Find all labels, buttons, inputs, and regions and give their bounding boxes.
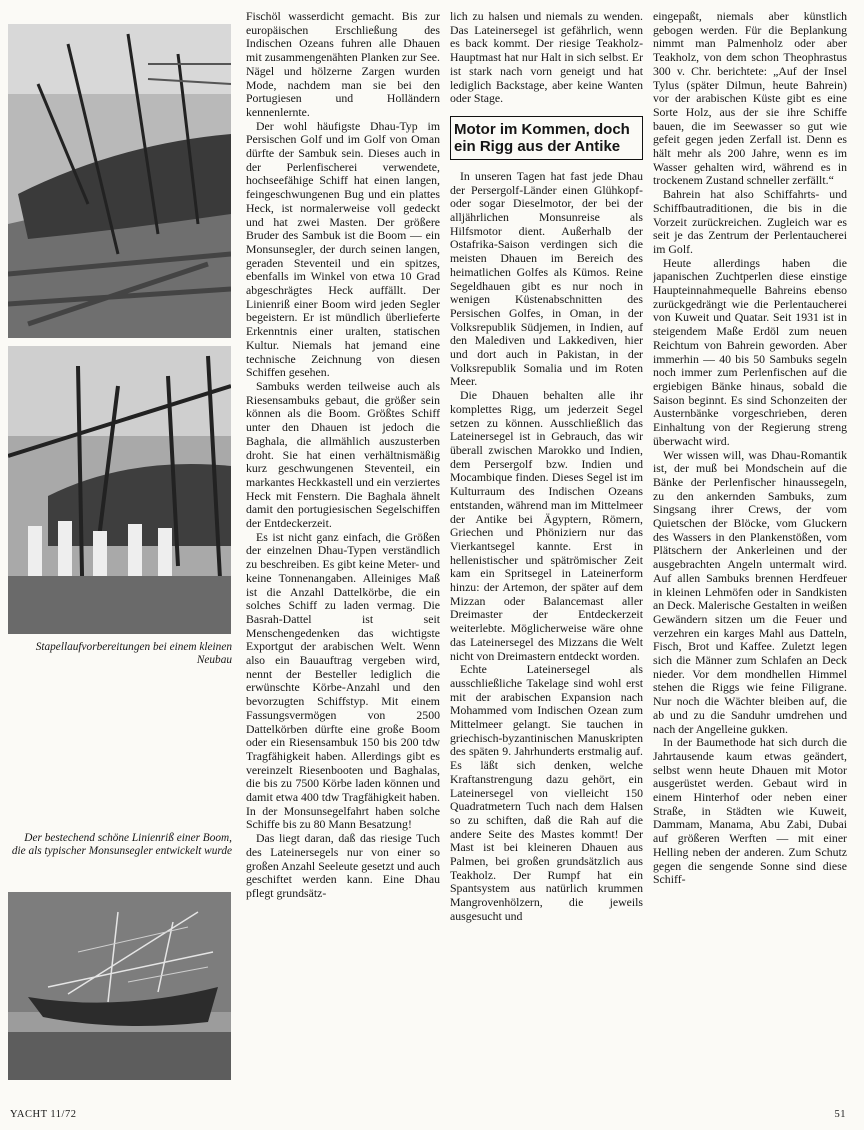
caption-boom-model: Der bestechend schöne Linienriß einer Boom, die als typischer Monsunsegler entwickelt wurde (11, 832, 232, 858)
paragraph: Das liegt daran, daß das riesige Tuch des Lateinersegels nur von einer so großen Anzahl Seeleute gesetzt und auch geschiftet werden kann. Eine Dhau pflegt grundsätz- (246, 831, 440, 900)
paragraph: Sambuks werden teilweise auch als Riesensambuks gebaut, die größer sein können als die Boom. Größtes Schiff unter den Dhauen ist jedoch die Baghala, die allmählich auszusterben droht. Sie hat einen verhältnismäßig kurz geschwungenen Steventeil, ein markantes Heckkastell und ein verziertes Heck mit Fenstern. Die Baghala ähnelt damit den portugiesischen Segelschiffen der Entdeckerzeit. (246, 378, 440, 531)
paragraph: Der wohl häufigste Dhau-Typ im Persischen Golf und im Golf von Oman dürfte der Sambuk sein. Dieses auch in der Perlenfischerei verwendete, hochseefähige Schiff hat einen langen, feingeschwungenen Bug und ein plattes Heck, ist normalerweise voll gedeckt und hat zwei Masten. Der größere Bruder des Sambuk ist die Boom — ein Monsunsegler, der durch seinen langen, geraden Steventeil und ein spitzes, ebenfalls im Winkel von etwa 10 Grad abgeschrägtes Heck auffällt. Der Linienriß einer Boom wird jeden Segler begeistern. Er ist mündlich überlieferte Erkenntnis einer uralten, statischen Kultur. Niemals hat jemand eine technische Zeichnung von diesen Schiffen gesehen. (246, 118, 440, 380)
text-column-1 (246, 10, 440, 1088)
paragraph: In unseren Tagen hat fast jede Dhau der Persergolf-Länder einen Glühkopf- oder sogar Dieselmotor, der bei der alljährlichen Monsunreise als Hilfsmotor dient. Außerhalb der Ostafrika-Saison verdingen sich die meisten Dhauen im Bereich des heimatlichen Golfes als Kümos. Reine Segeldhauen gibt es nur noch in wenigen Küstenabschnitten des Persischen Golfes, in Oman, in der Volksrepublik Südjemen, in Indien, auf den Malediven und Lakkediven, hier und dort auch in Pakistan, in der Volksrepublik Somalia und im Roten Meer. (450, 168, 643, 389)
footer-page-number: 51 (834, 1109, 846, 1120)
text-column-3 (653, 10, 847, 1088)
paragraph: eingepaßt, niemals aber künstlich gebogen werden. Für die Beplankung nimmt man Palmenholz oder aber Teakholz, von dem schon Theophrastus 300 v. Chr. berichtete: „Auf der Insel Tylus (später Dilmun, heute Bahrein) vor der arabischen Küste gibt es eine Sorte Holz, aus der sie ihre Schiffe bauen, die im Seewasser so gut wie gefeit gegen jeden Zerfall ist. Denn es hält mehr als 200 Jahre, wenn es im Wasser gehalten wird, während es in trockenem Zustand schneller zerfällt.“ (653, 10, 847, 188)
paragraph: Fischöl wasserdicht gemacht. Bis zur europäischen Erschließung des Indischen Ozeans fuhren alle Dhauen mit zusammengenähten Planken zur See. Nägel und hölzerne Zargen wurden Mode, nachdem man sie bei den Portugiesen und Holländern kennenlernte. (246, 10, 440, 119)
section-heading: Motor im Kommen, doch ein Rigg aus der Antike (450, 116, 643, 160)
paragraph: Heute allerdings haben die japanischen Zuchtperlen diese einstige Haupteinnahmequelle Bahreins ebenso zurückgedrängt wie die Perlentaucherei von Kuweit und Quatar. Seit 1931 ist in steigendem Maße Erdöl zum neuen Reichtum von Bahrein geworden. Aber immerhin — 40 bis 50 Sambuks segeln noch immer zum Perlenfischen auf die ergiebigen Bänke hinaus, sobald die Saison beginnt. Es sind Schonzeiten der Austernbänke vorgeschrieben, deren Einhaltung von der Regierung streng überwacht wird. (653, 255, 847, 448)
caption-launch-preparation: Stapellaufvorbereitungen bei einem kleinen Neubau (35, 641, 232, 667)
paragraph: lich zu halsen und niemals zu wenden. Das Lateinersegel ist gefährlich, wenn es back kommt. Der riesige Teakholz-Hauptmast hat nur Halt in sich selbst. Er ist stark nach vorn geneigt und hat lediglich Backstage, aber keine Wanten oder Stage. (450, 10, 643, 106)
photo-launch-preparation (8, 346, 231, 634)
paragraph: Es ist nicht ganz einfach, die Größen der einzelnen Dhau-Typen verständlich zu beschreiben. Es gibt keine Meter- und keine Tonnenangaben. Alleiniges Maß ist die Anzahl Dattelkörbe, die ein solches Schiff zu laden vermag. Die Basrah-Dattel ist seit Menschengedenken das wichtigste Exportgut der arabischen Welt. Wenn also ein Bauauftrag vergeben wird, nennt der Besteller lediglich die erwünschte Körbe-Anzahl und den bevorzugten Schiffstyp. Mit einem Fassungsvermögen von 2500 Dattelkörben dürfte eine große Boom oder ein Riesensambuk 150 bis 200 tdw Tragfähigkeit haben. Allerdings gibt es vereinzelt Riesenbooten und Baghalas, die bis zu 7500 Körbe laden können und damit etwa 400 tdw Tragfähigkeit haben. In der Monsunsegelfahrt haben solche Schiffe bis zu 80 Mann Besatzung! (246, 529, 440, 832)
footer-magazine: YACHT 11/72 (10, 1109, 77, 1120)
paragraph: Echte Lateinersegel als ausschließliche Takelage sind wohl erst mit der arabischen Expansion nach Mohammed vom Indischen Ozean zum Mittelmeer gelangt. Sie tauchen in griechisch-byzantinischen Manuskripten des späten 9. Jahrhunderts erstmalig auf. Es läßt sich denken, welche Kraftanstrengung dazu gehört, ein Lateinersegel von vielleicht 150 Quadratmetern Tuch nach dem Halsen so zu schiften, daß die Rah auf die andere Seite des Mastes kommt! Der Mast ist bei kleineren Dhauen aus Palmen, bei großen grundsätzlich aus Teakholz. Der Rumpf hat ein Spantsystem aus natürlich krummen Mangrovenhölzern, die jeweils ausgesucht und (450, 662, 643, 923)
paragraph: Bahrein hat also Schiffahrts- und Schiffbautraditionen, die bis in die Vorzeit zurückreichen. Zugleich war es seit je das Zentrum der Perlentaucherei im Golf. (653, 187, 847, 256)
photo-boom-model (8, 892, 231, 1080)
paragraph: In der Baumethode hat sich durch die Jahrtausende kaum etwas geändert, selbst wenn heute Dhauen mit Motor ausgerüstet werden. Gebaut wird in einem Hinterhof oder neben einer Straße, in Städten wie Kuweit, Dammam, Manama, Abu Zabi, Dubai auf größeren Werften — mit einer Helling neben der anderen. Zum Schutz gegen die sengende Sonne sind diese Schiff- (653, 735, 847, 887)
paragraph: Die Dhauen behalten alle ihr komplettes Rigg, um jederzeit Segel setzen zu können. Ausschließlich das Lateinersegel ist in Gebrauch, das wir überall zwischen Marokko und Indien, dem Persergolf bzw. Indien und Mocambique finden. Dieses Segel ist im Kulturraum des Indischen Ozeans entstanden, während man im Mittelmeer der Antike bei Ägyptern, Römern, Griechen und Phöniziern nur das Vierkantsegel kannte. Erst in hellenistischer und spätrömischer Zeit kam ein Spritsegel in Lateinerform hinzu: der Artemon, der später auf dem Mizzan oder Balancemast aller Dreimaster der Entdeckerzeit weiterlebte. Möglicherweise wäre ohne das Lateinersegel des Mizzans die Welt nicht von Dreimastern entdeckt worden. (450, 388, 643, 663)
paragraph: Wer wissen will, was Dhau-Romantik ist, der muß bei Mondschein auf die Bänke der Perlenfischer hinaussegeln, zu den ankernden Sambuks, zum Singsang ihrer Crews, der vom Quietschen der Blöcke, vom Gluckern des Wassers in den Plankenstößen, vom Plätschern der Ankerleinen und der ausgebrachten Angeln untermalt wird. Auf allen Sambuks brennen Herdfeuer in kleinen Lehmöfen oder in Sandkisten an Deck. Malerische Gestalten in weißen Gewändern sitzen um die Feuer und verzehren ein karges Mahl aus Datteln, Fisch, Brot und Kaffee. Zuletzt legen sich die Männer zum Schlafen an Deck nieder. Vor dem mondhellen Himmel stehen die Riggs wie feine Filigrane. Nur noch die Wächter bleiben auf, die ab und zu die Sanduhr umdrehen und nach der Angelleine gukken. (653, 447, 847, 736)
photo-dhau-on-slipway (8, 24, 231, 338)
text-column-2 (450, 10, 643, 1088)
